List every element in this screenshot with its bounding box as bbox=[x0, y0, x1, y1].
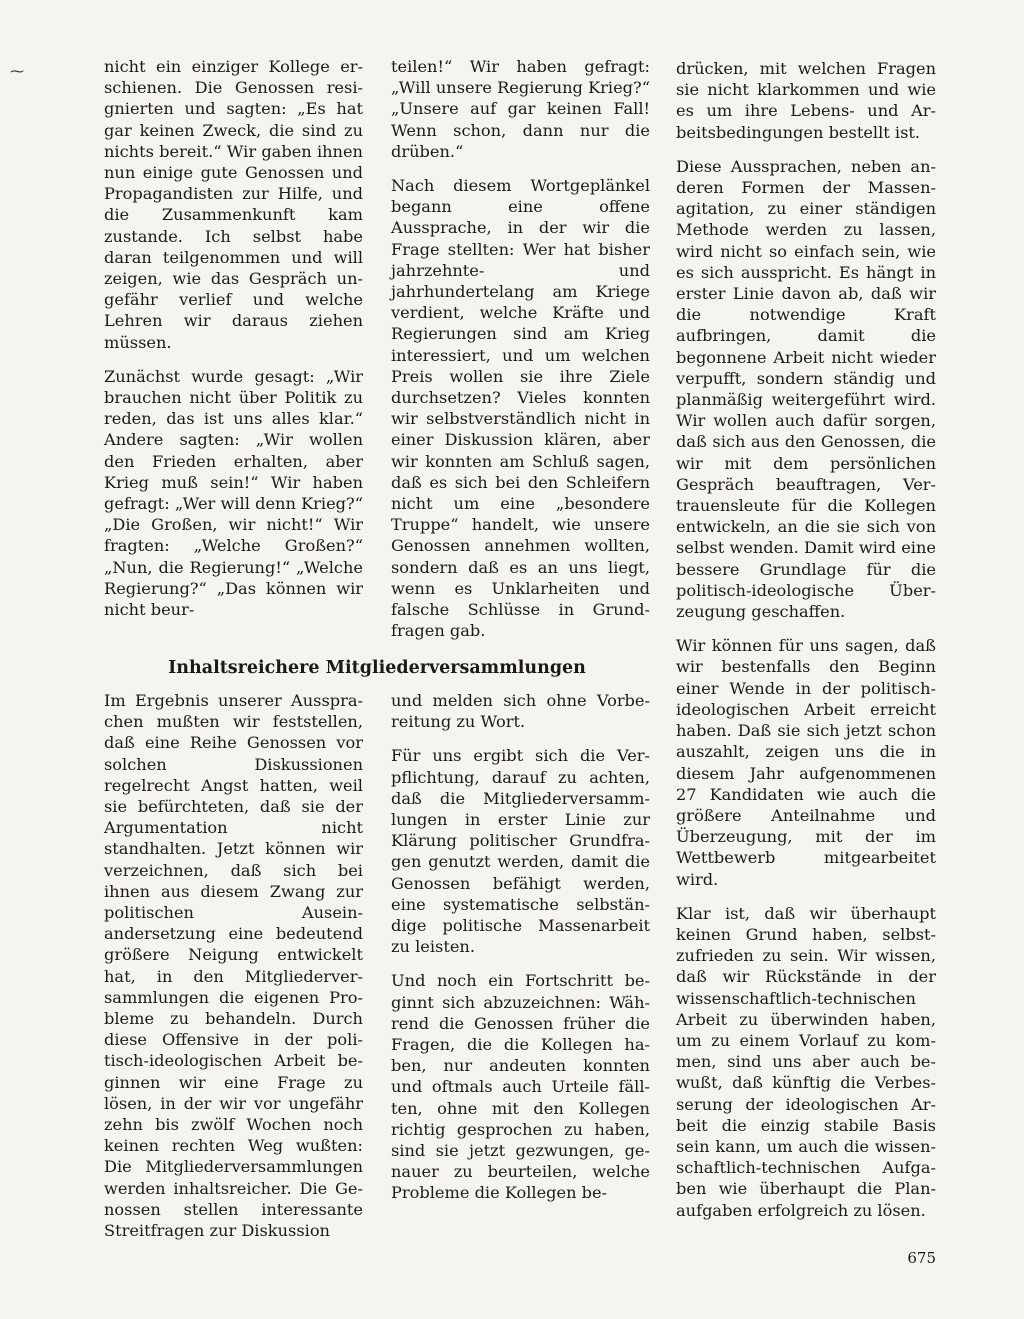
paragraph: Nach diesem Wortgeplänkel begann eine offene Aussprache, in der wir die Frage stellten: Wer hat bisher jahrzehnte- und jahrhundertelang am Kriege verdient, welche Kräfte und Regierungen sind am Krieg interessiert, und um welchen Preis wollen sie ihre Ziele durchsetzen? Vieles konnten wir selbstverständlich nicht in einer Diskussion klären, aber wir konnten am Schluß sagen, daß es sich bei den Schleifern nicht um eine „besondere Truppe“ handelt, wie unsere Genossen annehmen wollten, sondern daß es an uns liegt, wenn es Unklarheiten und falsche Schlüsse in Grundfragen gab. bbox=[391, 176, 650, 641]
paragraph: Klar ist, daß wir überhaupt keinen Grund haben, selbstzufrieden zu sein. Wir wissen, daß wir Rückstände in der wissenschaftlich-technischen Arbeit zu überwinden haben, um zu einem Vorlauf zu kommen, sind uns aber auch bewußt, daß künftig die Verbesserung der ideologischen Arbeit die einzig stabile Basis sein kann, um auch die wissenschaftlich-technischen Aufgaben wie überhaupt die Planaufgaben erfolgreich zu lösen. bbox=[676, 903, 936, 1220]
column-3 bbox=[676, 58, 936, 1234]
paragraph: teilen!“ Wir haben gefragt: „Will unsere Regierung Krieg?“ „Unsere auf gar keinen Fall! Wenn schon, dann nur die drüben.“ bbox=[391, 57, 650, 161]
column-4 bbox=[104, 690, 363, 1254]
paragraph: Wir können für uns sagen, daß wir bestenfalls den Beginn einer Wende in der politisch-ideologischen Arbeit erreicht haben. Daß sie sich jetzt schon auszahlt, zeigen uns die in diesem Jahr aufgenommenen 27 Kandidaten wie auch die größere Anteilnahme und Überzeugung, mit der im Wettbewerb mitgearbeitet wird. bbox=[676, 636, 936, 889]
paragraph: drücken, mit welchen Fragen sie nicht klarkommen und wie es um ihre Lebens- und Arbeitsbedingungen bestellt ist. bbox=[676, 59, 936, 142]
column-1 bbox=[104, 56, 363, 633]
page-number: 675 bbox=[907, 1249, 936, 1267]
paragraph: Zunächst wurde gesagt: „Wir brauchen nicht über Politik zu reden, das ist uns alles klar.“ Andere sagten: „Wir wollen den Frieden erhalten, aber Krieg muß sein!“ Wir haben gefragt: „Wer will denn Krieg?“ „Die Großen, wir nicht!“ Wir fragten: „Welche Großen?“ „Nun, die Regierung!“ „Welche Regierung?“ „Das können wir nicht beur- bbox=[104, 366, 363, 620]
paragraph: Diese Aussprachen, neben anderen Formen der Massenagitation, zu einer ständigen Methode werden zu lassen, wird nicht so einfach sein, wie es sich ausspricht. Es hängt in erster Linie davon ab, daß wir die notwendige Kraft aufbringen, damit die begonnene Arbeit nicht wieder verpufft, sondern ständig und planmäßig weitergeführt wird. Wir wollen auch dafür sorgen, daß sich aus den Genossen, die wir mit dem persönlichen Gespräch beauftragen, Vertrauensleute für die Kollegen entwickeln, an die sie sich von selbst wenden. Damit wird eine bessere Grundlage für die politisch-ideologische Überzeugung geschaffen. bbox=[676, 156, 936, 622]
paragraph: Für uns ergibt sich die Verpflichtung, darauf zu achten, daß die Mitgliederversammlungen in erster Linie zur Klärung politischer Grundfragen genutzt werden, damit die Genossen befähigt werden, eine systematische selbständige politische Massenarbeit zu leisten. bbox=[391, 746, 650, 957]
column-5 bbox=[391, 690, 650, 1217]
section-heading: Inhaltsreichere Mitgliederversammlungen bbox=[168, 658, 586, 678]
paragraph: Und noch ein Fortschritt beginnt sich abzuzeichnen: Während die Genossen früher die Fragen, die die Kollegen haben, nur andeuten konnten und oftmals auch Urteile fällten, ohne mit den Kollegen richtig gesprochen zu haben, sind sie jetzt gezwungen, genauer zu beurteilen, welche Probleme die Kollegen be- bbox=[391, 971, 650, 1203]
column-2 bbox=[391, 56, 650, 654]
paragraph: und melden sich ohne Vorbereitung zu Wort. bbox=[391, 691, 650, 732]
paragraph: nicht ein einziger Kollege erschienen. Die Genossen resignierten und sagten: „Es hat gar keinen Zweck, die sind zu nichts bereit.“ Wir gaben ihnen nun einige gute Genossen und Propagandisten zur Hilfe, und die Zusammenkunft kam zustande. Ich selbst habe daran teilgenommen und will zeigen, wie das Gespräch ungefähr verlief und welche Lehren wir daraus ziehen müssen. bbox=[104, 57, 363, 352]
paragraph: Im Ergebnis unserer Aussprachen mußten wir feststellen, daß eine Reihe Genossen vor solchen Diskussionen regelrecht Angst hatten, weil sie befürchteten, daß sie der Argumentation nicht standhalten. Jetzt können wir verzeichnen, daß sich bei ihnen aus diesem Zwang zur politischen Auseinandersetzung eine bedeutend größere Neigung entwickelt hat, in den Mitgliederversammlungen die eigenen Probleme zu behandeln. Durch diese Offensive in der politisch-ideologischen Arbeit beginnen wir eine Frage zu lösen, in der wir vor ungefähr zehn bis zwölf Wochen noch keinen rechten Weg wußten: Die Mitgliederversammlungen werden inhaltsreicher. Die Genossen stellen interessante Streitfragen zur Diskussion bbox=[104, 691, 363, 1241]
margin-mark: ⁓ bbox=[10, 64, 24, 80]
